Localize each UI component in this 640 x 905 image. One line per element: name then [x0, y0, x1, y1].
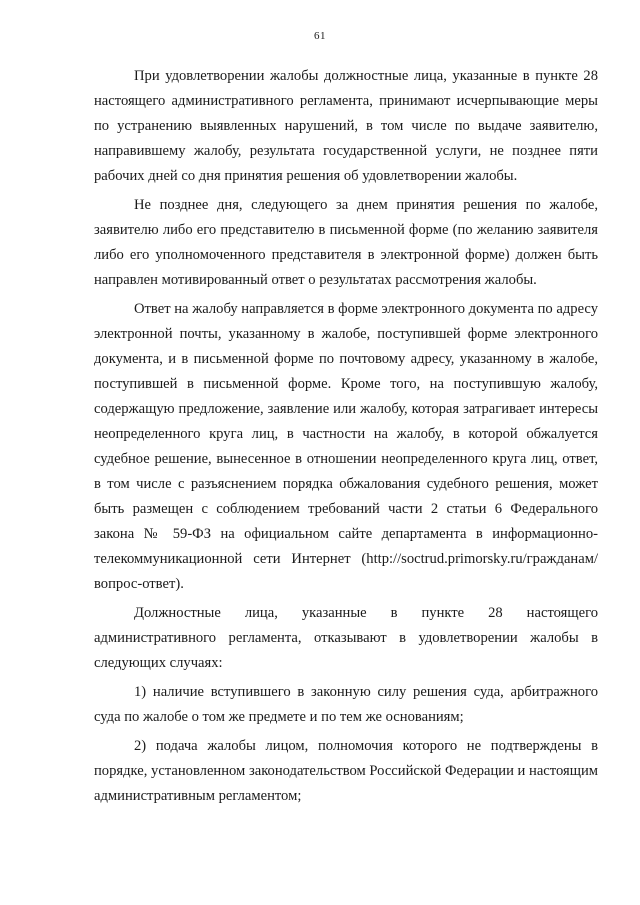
paragraph-refusal-item-2: 2) подача жалобы лицом, полномочия которого не подтверждены в порядке, установленном законодательством Российской Федерации и настоящим административным регламентом;: [94, 738, 598, 804]
paragraph-refusal-item-1: 1) наличие вступившего в законную силу решения суда, арбитражного суда по жалобе о том же предмете и по тем же основаниям;: [94, 684, 598, 725]
paragraph-satisfaction-measures: При удовлетворении жалобы должностные лица, указанные в пункте 28 настоящего административного регламента, принимают исчерпывающие меры по устранению выявленных нарушений, в том числе по выдаче заявителю, направившему жалобу, результата государственной услуги, не позднее пяти рабочих дней со дня принятия решения об удовлетворении жалобы.: [94, 68, 598, 184]
document-body: [94, 64, 598, 813]
paragraph-response-delivery: Ответ на жалобу направляется в форме электронного документа по адресу электронной почты, указанному в жалобе, поступившей форме электронного документа, и в письменной форме по почтовому адресу, указанному в жалобе, поступившей в письменной форме. Кроме того, на поступившую жалобу, содержащую предложение, заявление или жалобу, которая затрагивает интересы неопределенного круга лиц, в частности на жалобу, в которой обжалуется судебное решение, вынесенное в отношении неопределенного круга лиц, ответ, в том числе с разъяснением порядка обжалования судебного решения, может быть размещен с соблюдением требований части 2 статьи 6 Федерального закона № 59-ФЗ на официальном сайте департамента в информационно-телекоммуникационной сети Интернет (http://soctrud.primorsky.ru/гражданам/вопрос-ответ).: [94, 301, 598, 592]
paragraph-reasoned-response: Не позднее дня, следующего за днем принятия решения по жалобе, заявителю либо его представителю в письменной форме (по желанию заявителя либо его уполномоченного представителя в электронной форме) должен быть направлен мотивированный ответ о результатах рассмотрения жалобы.: [94, 197, 598, 288]
page-number: 61: [314, 30, 326, 42]
paragraph-refusal-grounds: Должностные лица, указанные в пункте 28 настоящего административного регламента, отказывают в удовлетворении жалобы в следующих случаях:: [94, 605, 598, 671]
